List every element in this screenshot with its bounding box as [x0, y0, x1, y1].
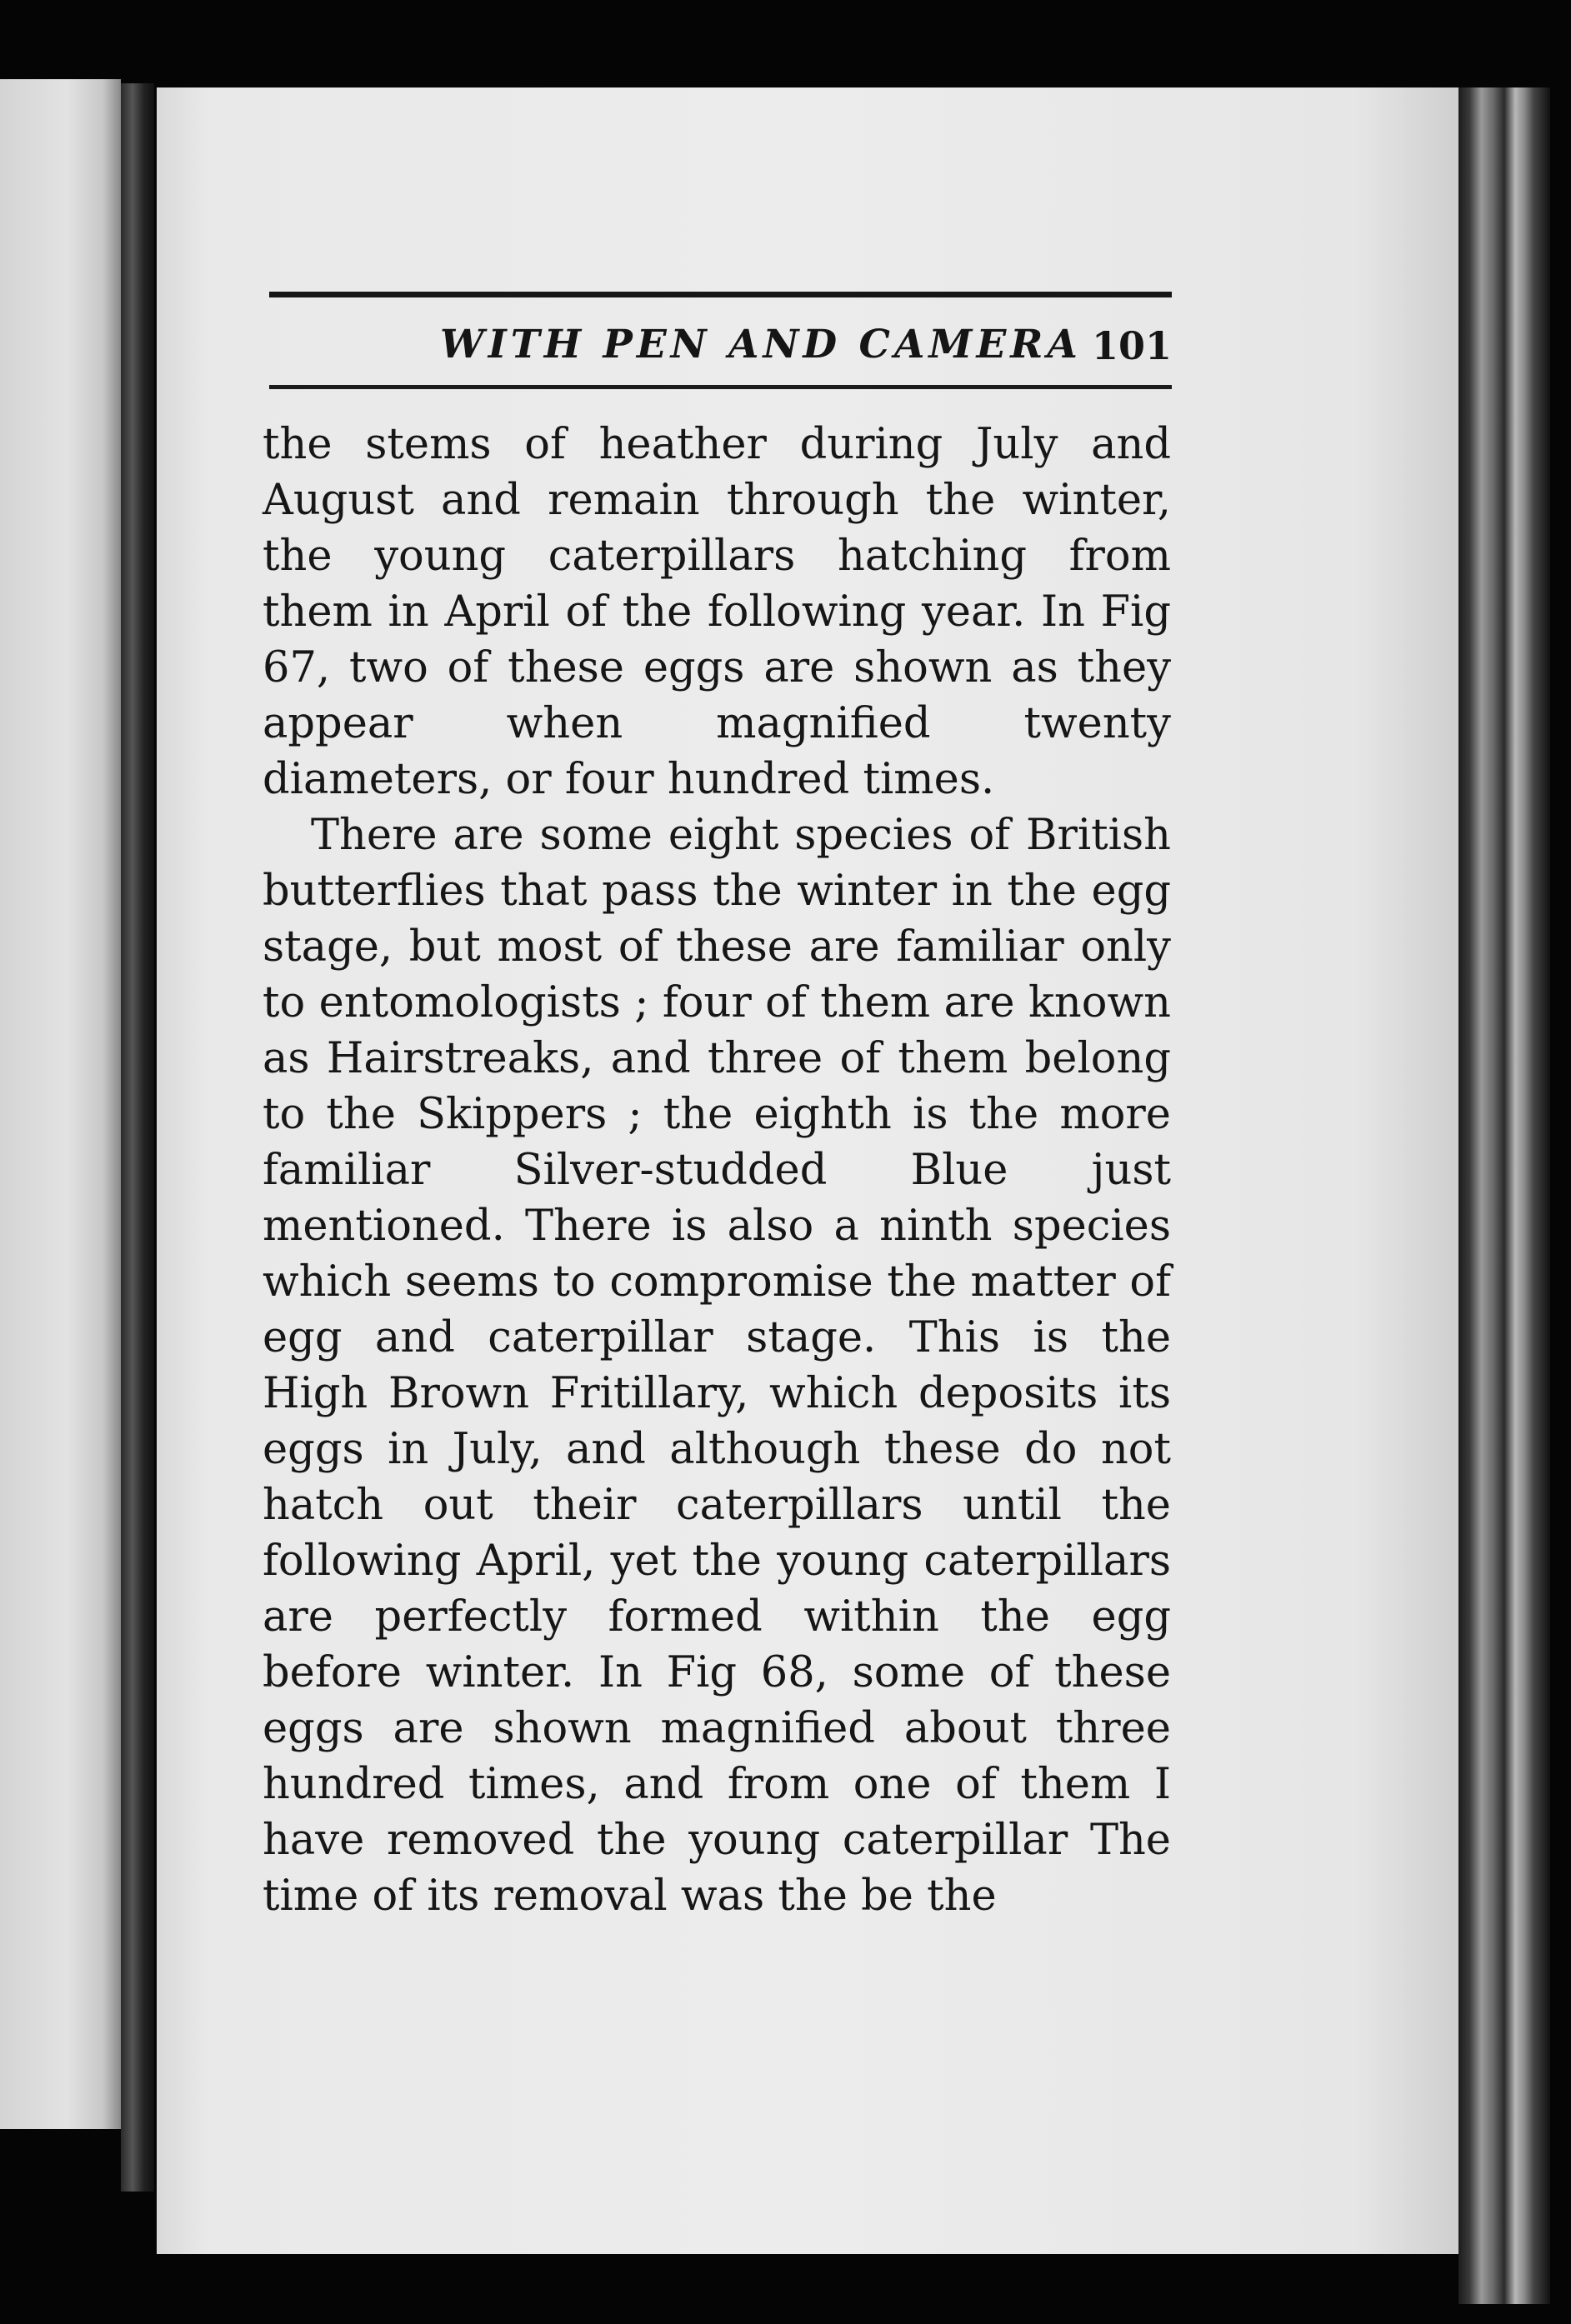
paragraph-continued: the stems of heather during July and August and remain through the winter, the young caterpillars hatching from them in April of the following year. In Fig 67, two of these eggs are shown as they appear when magnified twenty diameters, or four hundred times. — [263, 420, 1171, 804]
left-facing-page-edge — [0, 79, 121, 2129]
paragraph: There are some eight species of British butterflies that pass the winter in the egg stage, but most of these are familiar only to entomologists ; four of them are known as Hairstreaks, and three of them belong to the Skippers ; the eighth is the more familiar Silver-studded Blue just mentioned. There is also a ninth species which seems to compromise the matter of egg and caterpillar stage. This is the High Brown Fritillary, which deposits its eggs in July, and although these do not hatch out their caterpillars until the following April, yet the young caterpillars are perfectly formed within the egg before winter. In Fig 68, some of these eggs are shown magnified about three hundred times, and from one of them I have removed the young caterpillar The time of its removal was the be the — [263, 811, 1171, 1921]
book-spine-shadow — [121, 83, 154, 2192]
page-header — [269, 292, 1172, 392]
body-text — [263, 417, 1171, 1924]
page-stack-edge — [1458, 87, 1550, 2304]
header-rule-bottom — [269, 385, 1172, 389]
running-title: WITH PEN AND CAMERA — [440, 322, 1082, 367]
header-rule-top — [269, 292, 1172, 297]
page-number: 101 — [1091, 323, 1172, 368]
